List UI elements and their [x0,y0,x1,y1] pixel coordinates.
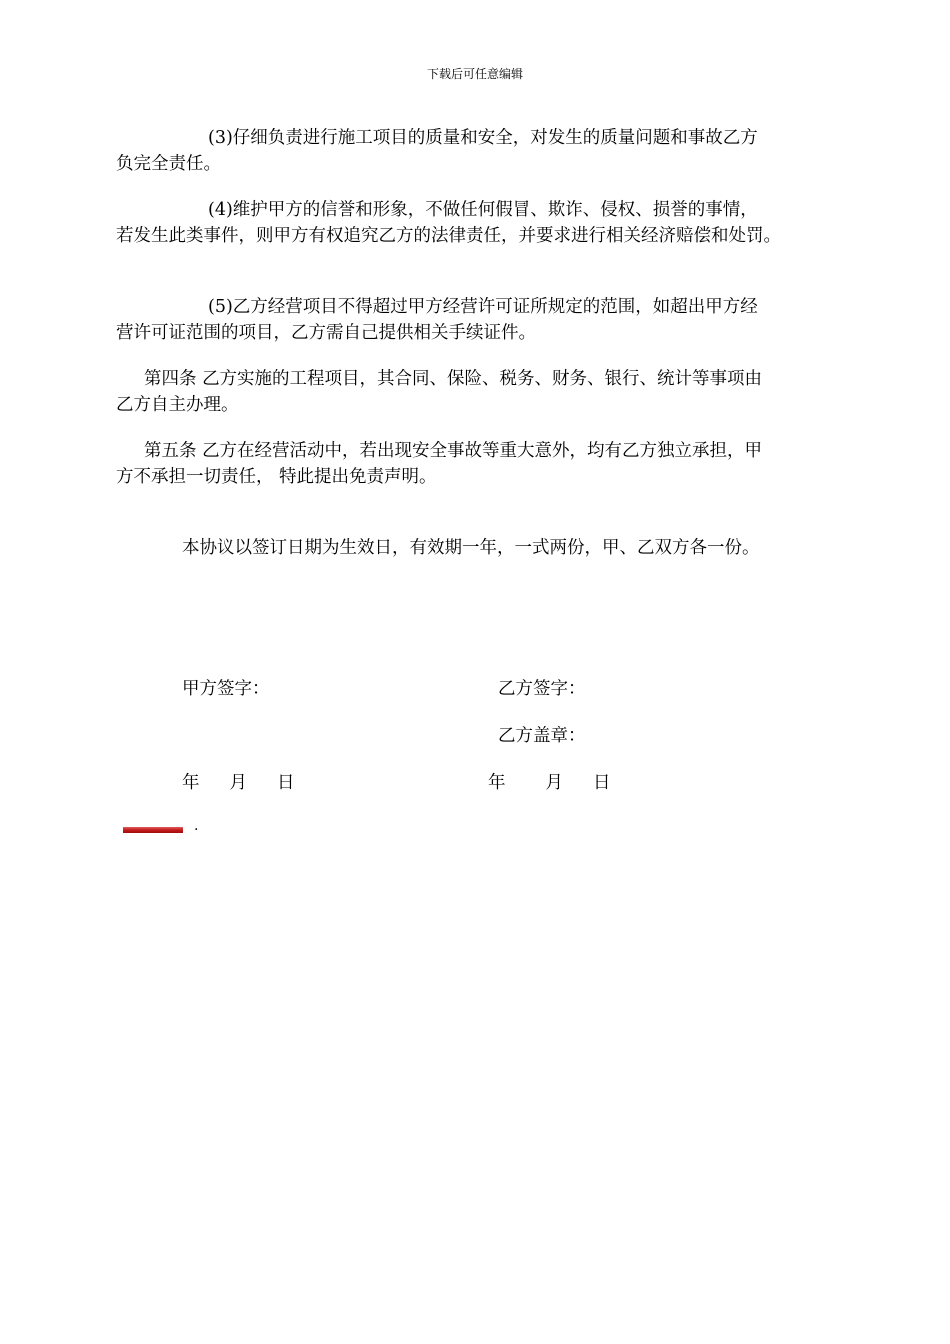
clause-5-line-1: (5)乙方经营项目不得超过甲方经营许可证所规定的范围，如超出甲方经 [208,297,758,317]
page-header: 下载后可任意编辑 [426,67,523,81]
clause-3-line-1: (3)仔细负责进行施工项目的质量和安全，对发生的质量问题和事故乙方 [208,128,758,148]
article-5 [116,438,828,490]
clause-3-line-2: 负完全责任。 [116,154,221,174]
party-a-date-year: 年 [182,773,200,793]
article-4-line-1: 第四条 乙方实施的工程项目，其合同、保险、税务、财务、银行、统计等事项由 [144,369,763,389]
party-a-date [182,771,295,795]
clause-5-line-2: 营许可证范围的项目，乙方需自己提供相关手续证件。 [116,323,536,343]
article-5-line-1: 第五条 乙方在经营活动中，若出现安全事故等重大意外，均有乙方独立承担，甲 [144,441,763,461]
article-4 [116,366,828,418]
clause-3 [116,125,828,177]
party-a-date-month: 月 [229,773,247,793]
validity-statement [116,535,828,561]
party-b-seal-label: 乙方盖章： [498,726,586,746]
clause-4 [116,197,828,249]
party-a-signature-label: 甲方签字： [182,679,270,699]
party-b-date [488,771,611,795]
clause-4-line-1: (4)维护甲方的信誉和形象，不做任何假冒、欺诈、侵权、损誉的事情， [208,200,758,220]
clause-5 [116,294,828,346]
party-b-signature-label: 乙方签字： [498,679,586,699]
clause-4-line-2: 若发生此类事件，则甲方有权追究乙方的法律责任，并要求进行相关经济赔偿和处罚。 [116,226,781,246]
article-4-line-2: 乙方自主办理。 [116,395,239,415]
validity-statement-line: 本协议以签订日期为生效日，有效期一年，一式两份，甲、乙双方各一份。 [182,538,760,558]
article-5-line-2: 方不承担一切责任， 特此提出免责声明。 [116,467,437,487]
party-b-date-year: 年 [488,773,506,793]
party-a-date-day: 日 [277,773,295,793]
red-decorative-bar [123,827,183,833]
footer-dot: . [194,818,199,834]
party-b-date-day: 日 [593,773,611,793]
party-b-date-month: 月 [545,773,563,793]
